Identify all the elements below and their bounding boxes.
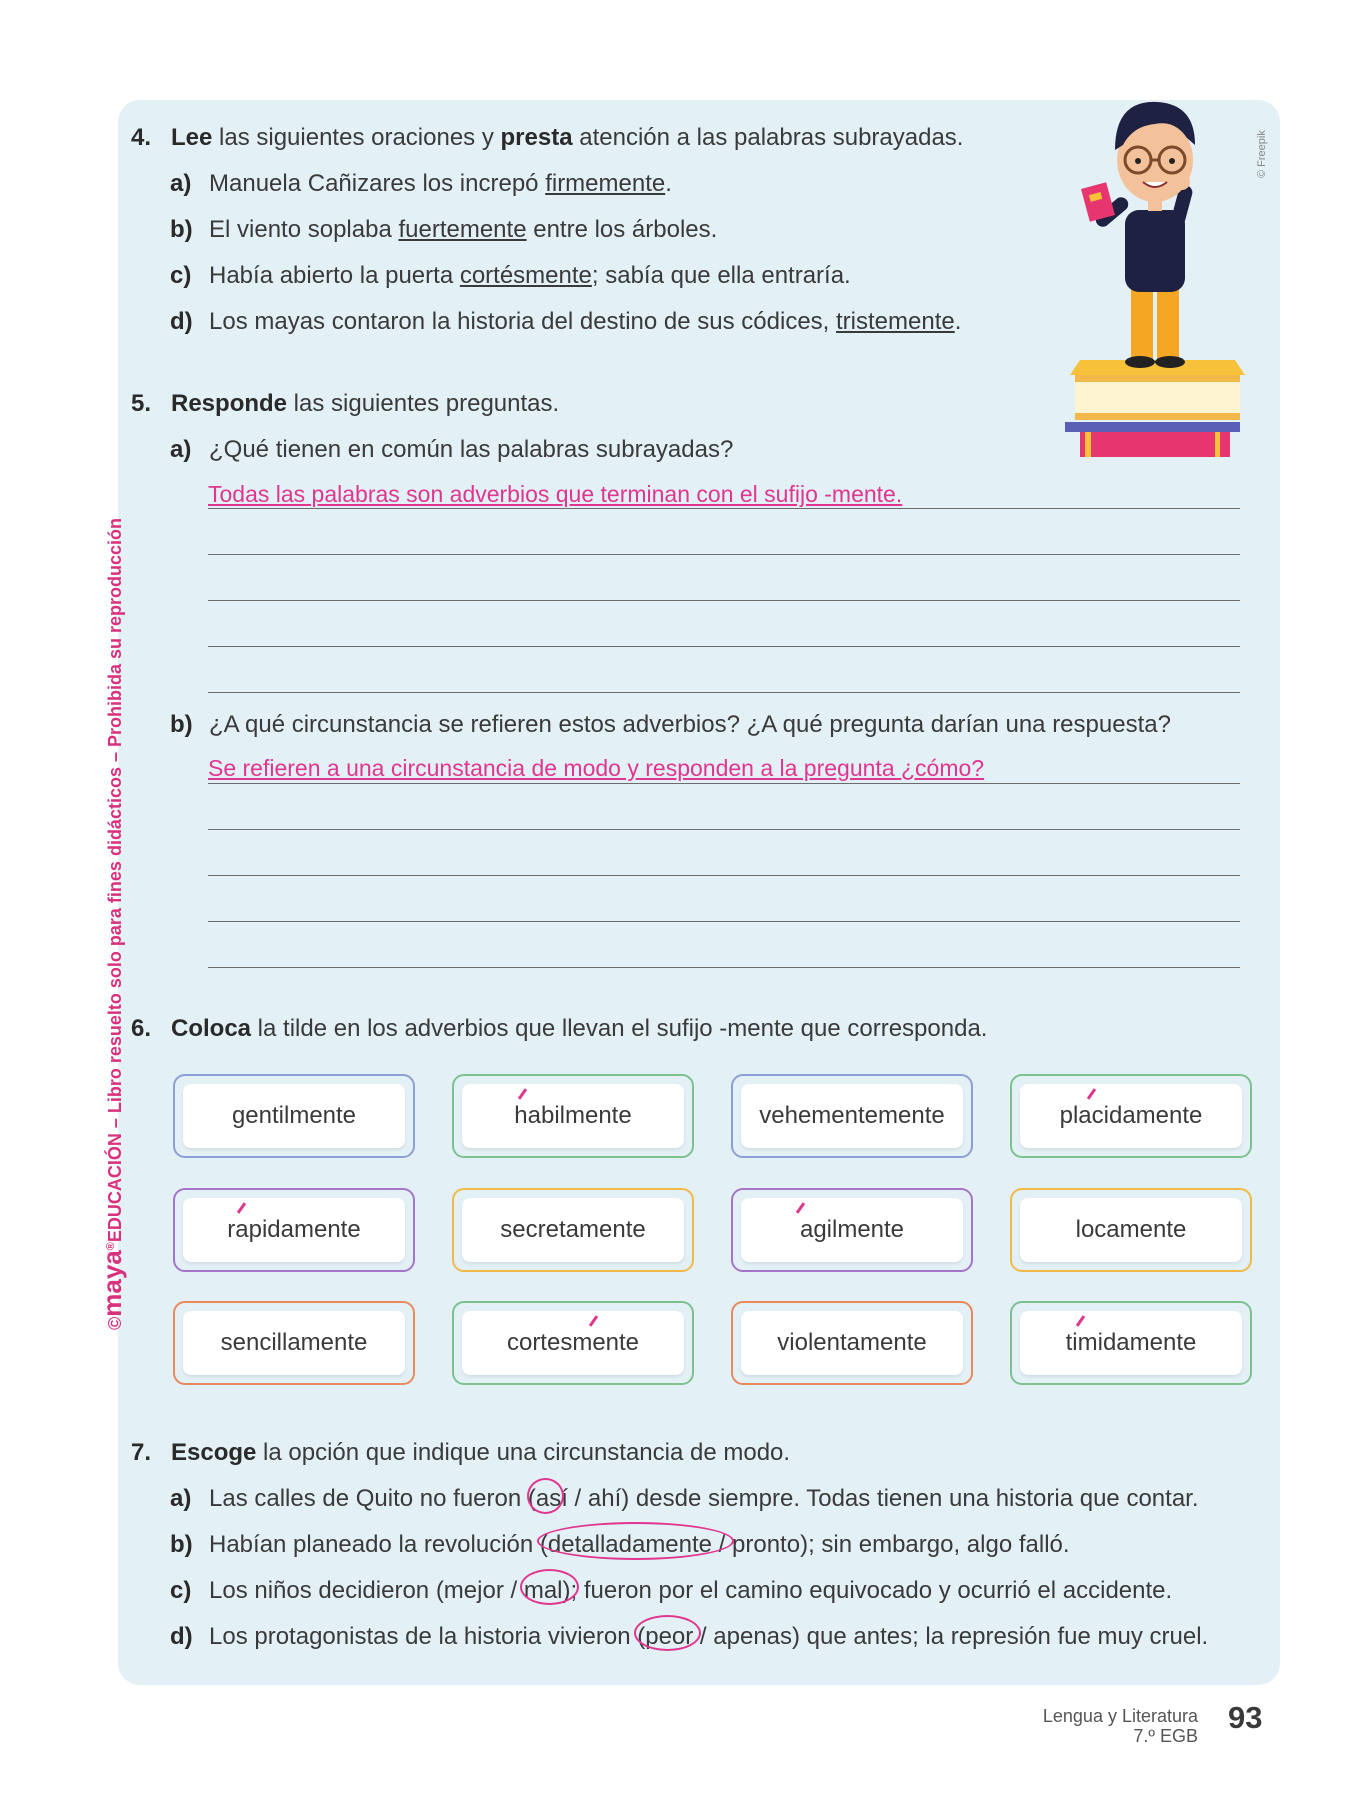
q7-item-b: b) Habían planeado la revolución (detalladamente / pronto); sin embargo, algo falló.: [170, 1531, 1070, 1558]
adverb-word[interactable]: agilmente: [741, 1198, 963, 1262]
q7-item-a: a) Las calles de Quito no fueron (así / ahí) desde siempre. Todas tienen una historia que contar.: [170, 1485, 1199, 1512]
adverb-box: [452, 1301, 694, 1385]
adverb-word[interactable]: vehementemente: [741, 1084, 963, 1148]
answer-circle-b: [537, 1522, 734, 1560]
adverb-box: [1010, 1188, 1252, 1272]
adverb-box: [1010, 1074, 1252, 1158]
answer-circle-a: [527, 1478, 564, 1514]
adverb-box: [452, 1188, 694, 1272]
adverb-box: [731, 1074, 973, 1158]
answer-line[interactable]: [208, 600, 1240, 601]
answer-line[interactable]: [208, 967, 1240, 968]
answer-line[interactable]: [208, 508, 1240, 509]
q4-item-b: b) El viento soplaba fuertemente entre los árboles.: [170, 216, 718, 243]
adverb-word[interactable]: habilmente: [462, 1084, 684, 1148]
q7-item-c: c) Los niños decidieron (mejor / mal); fueron por el camino equivocado y ocurrió el accidente.: [170, 1577, 1173, 1604]
adverb-word[interactable]: placidamente: [1020, 1084, 1242, 1148]
sidebar-copyright: ©maya®EDUCACIÓN – Libro resuelto solo para fines didácticos – Prohibida su reproducción: [97, 517, 127, 1330]
adverb-box: [452, 1074, 694, 1158]
q5-answer-a: Todas las palabras son adverbios que terminan con el sufijo -mente.: [208, 481, 903, 507]
answer-line[interactable]: [208, 829, 1240, 830]
maya-logo: maya: [97, 1250, 127, 1317]
answer-line[interactable]: [208, 783, 1240, 784]
adverb-box: [173, 1301, 415, 1385]
adverb-word[interactable]: violentamente: [741, 1311, 963, 1375]
answer-line[interactable]: [208, 554, 1240, 555]
adverb-box: [173, 1074, 415, 1158]
q5-answer-b: Se refieren a una circunstancia de modo y responden a la pregunta ¿cómo?: [208, 755, 985, 781]
boy-on-books-illustration: [1055, 90, 1255, 475]
question-7: 7. Escoge la opción que indique una circunstancia de modo.: [131, 1439, 791, 1466]
question-5: 5. Responde las siguientes preguntas.: [131, 390, 560, 417]
answer-line[interactable]: [208, 692, 1240, 693]
adverb-box: [173, 1188, 415, 1272]
q5-question-a: a) ¿Qué tienen en común las palabras subrayadas?: [170, 436, 734, 463]
adverb-box: [1010, 1301, 1252, 1385]
adverb-box: [731, 1301, 973, 1385]
adverb-box: [731, 1188, 973, 1272]
adverb-word[interactable]: locamente: [1020, 1198, 1242, 1262]
answer-line[interactable]: [208, 921, 1240, 922]
image-credit: © Freepik: [1256, 130, 1268, 178]
q4-item-c: c) Había abierto la puerta cortésmente; sabía que ella entraría.: [170, 262, 851, 289]
answer-line[interactable]: [208, 875, 1240, 876]
q4-item-d: d) Los mayas contaron la historia del destino de sus códices, tristemente.: [170, 308, 962, 335]
q4-item-a: a) Manuela Cañizares los increpó firmemente.: [170, 170, 672, 197]
answer-circle-d: [634, 1615, 701, 1651]
answer-line[interactable]: [208, 646, 1240, 647]
adverb-word[interactable]: timidamente: [1020, 1311, 1242, 1375]
q7-item-d: d) Los protagonistas de la historia vivieron (peor / apenas) que antes; la represión fue muy cruel.: [170, 1623, 1209, 1650]
page-number: 93: [1228, 1700, 1263, 1735]
adverb-word[interactable]: cortesmente: [462, 1311, 684, 1375]
answer-circle-c: [520, 1569, 579, 1605]
adverb-word[interactable]: sencillamente: [183, 1311, 405, 1375]
adverb-word[interactable]: secretamente: [462, 1198, 684, 1262]
footer-subject: Lengua y Literatura 7.º EGB: [1042, 1706, 1198, 1746]
question-6: 6. Coloca la tilde en los adverbios que llevan el sufijo -mente que corresponda.: [131, 1015, 988, 1042]
adverb-word[interactable]: rapidamente: [183, 1198, 405, 1262]
q5-question-b: b) ¿A qué circunstancia se refieren estos adverbios? ¿A qué pregunta darían una respuesta?: [170, 711, 1171, 738]
question-4: 4. Lee las siguientes oraciones y presta atención a las palabras subrayadas.: [131, 124, 964, 151]
adverb-word[interactable]: gentilmente: [183, 1084, 405, 1148]
